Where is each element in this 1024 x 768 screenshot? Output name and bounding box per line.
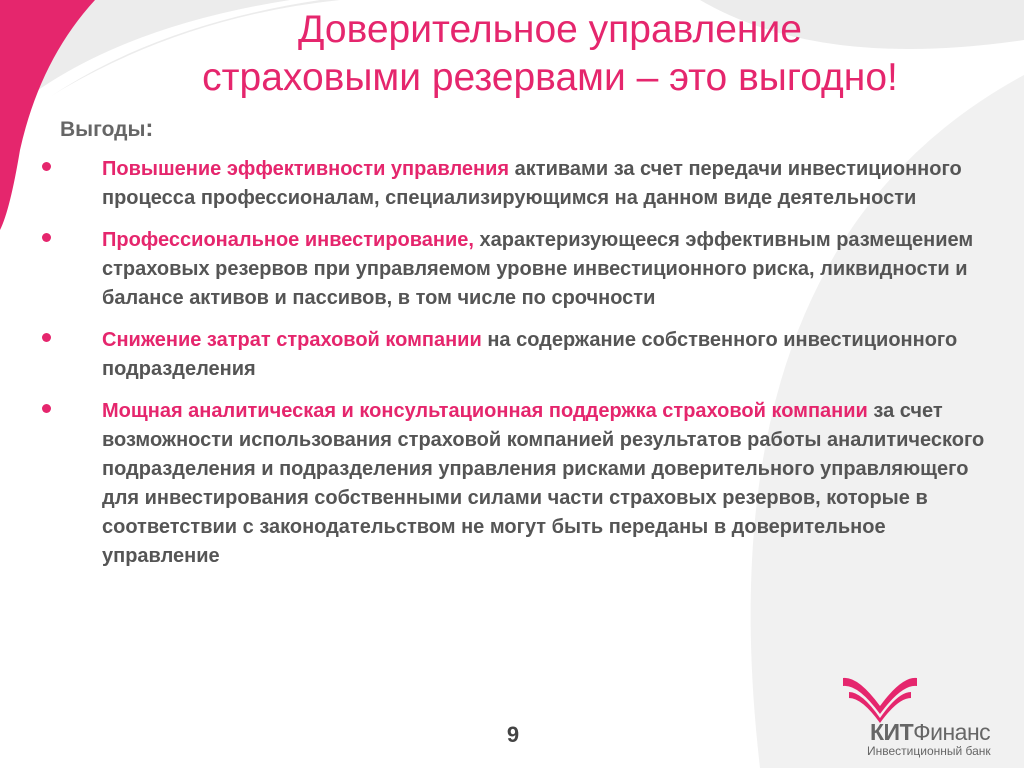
benefit-item: [0, 326, 1024, 384]
benefit-highlight: Снижение затрат страховой компании: [102, 329, 482, 351]
benefits-heading-colon: :: [145, 115, 154, 142]
title-line-2: страховыми резервами – это выгодно!: [202, 56, 898, 99]
benefit-item: [0, 226, 1024, 313]
benefit-description: на содержание собственного инвестиционного подразделения: [102, 329, 958, 380]
benefit-text: [102, 326, 997, 384]
title-line-1: Доверительное управление: [298, 8, 802, 51]
benefit-highlight: Мощная аналитическая и консультационная поддержка страховой компании: [102, 400, 868, 422]
logo-name-bold: КИТ: [870, 719, 914, 745]
benefit-description: за счет возможности использования страховой компанией результатов работы аналитического подразделения и подразделения управления рисками доверительного управляющего для инвестирования собственными силами части страховых резервов, которые в соответствии с законодательством не могут быть переданы в доверительное управление: [102, 400, 985, 567]
benefit-description: активами за счет передачи инвестиционного процесса профессионалам, специализирующимся на данном виде деятельности: [102, 158, 962, 209]
page-number: 9: [506, 722, 520, 747]
logo-tagline: Инвестиционный банк: [867, 744, 991, 758]
benefits-heading-text: Выгоды: [60, 118, 146, 141]
slide-title: [150, 6, 950, 102]
wings-logo-icon: [840, 668, 920, 723]
benefit-text: [102, 155, 997, 213]
bullet-dot-icon: [42, 162, 51, 171]
benefit-item: [0, 397, 1024, 571]
benefit-description: характеризующееся эффективным размещением страховых резервов при управляемом уровне инвестиционного риска, ликвидности и балансе активов и пассивов, в том числе по срочности: [102, 229, 974, 309]
benefit-text: [102, 397, 997, 571]
bullet-dot-icon: [42, 233, 51, 242]
logo-wordmark: [870, 719, 990, 746]
benefits-heading: [60, 115, 153, 143]
benefit-highlight: Повышение эффективности управления: [102, 158, 510, 180]
benefit-highlight: Профессиональное инвестирование,: [102, 229, 474, 251]
bullet-dot-icon: [42, 404, 51, 413]
benefits-list: [0, 155, 1024, 584]
kitfinance-logo: [840, 668, 1000, 763]
logo-name-regular: Финанс: [913, 719, 991, 745]
benefit-text: [102, 226, 997, 313]
benefit-item: [0, 155, 1024, 213]
bullet-dot-icon: [42, 333, 51, 342]
